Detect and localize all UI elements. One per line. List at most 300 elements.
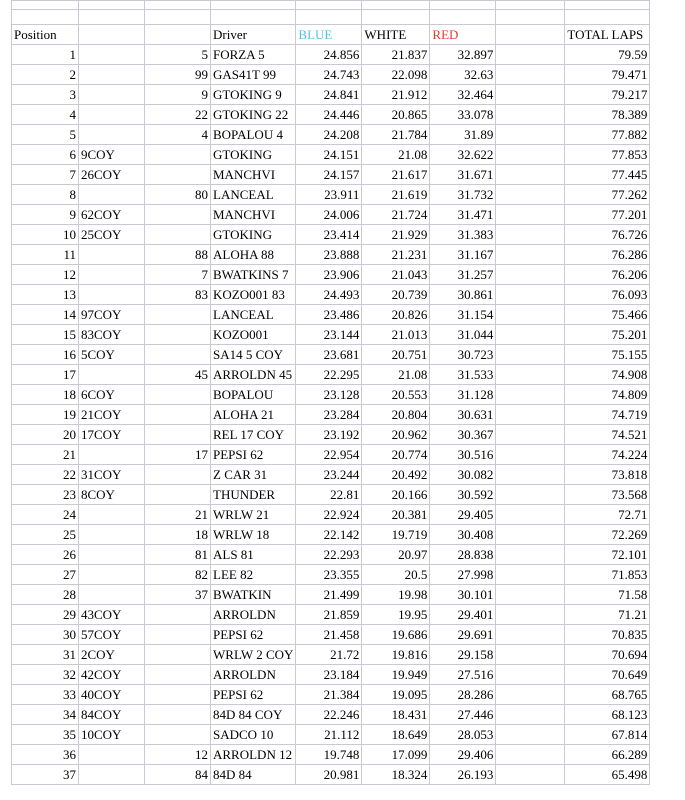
coy-number-cell[interactable]: 43COY <box>79 605 145 625</box>
kart-number-cell[interactable]: 45 <box>145 365 211 385</box>
driver-cell[interactable]: ALOHA 21 <box>211 405 296 425</box>
coy-number-cell[interactable] <box>79 65 145 85</box>
cell[interactable] <box>211 10 296 25</box>
kart-number-cell[interactable]: 5 <box>145 45 211 65</box>
position-cell[interactable]: 18 <box>12 385 79 405</box>
position-cell[interactable]: 16 <box>12 345 79 365</box>
driver-cell[interactable]: ALOHA 88 <box>211 245 296 265</box>
driver-cell[interactable]: MANCHVI <box>211 205 296 225</box>
driver-cell[interactable]: THUNDER <box>211 485 296 505</box>
kart-number-cell[interactable]: 81 <box>145 545 211 565</box>
position-cell[interactable]: 28 <box>12 585 79 605</box>
red-time-cell[interactable]: 30.367 <box>430 425 496 445</box>
kart-number-cell[interactable] <box>145 465 211 485</box>
cell[interactable] <box>211 1 296 10</box>
blue-time-cell[interactable]: 19.748 <box>296 745 362 765</box>
white-time-cell[interactable]: 20.751 <box>362 345 430 365</box>
blue-time-cell[interactable]: 23.414 <box>296 225 362 245</box>
white-time-cell[interactable]: 21.08 <box>362 365 430 385</box>
total-laps-cell[interactable]: 77.262 <box>565 185 650 205</box>
coy-number-cell[interactable] <box>79 585 145 605</box>
driver-cell[interactable]: BWATKIN <box>211 585 296 605</box>
blue-time-cell[interactable]: 21.384 <box>296 685 362 705</box>
cell[interactable] <box>79 10 145 25</box>
blue-time-cell[interactable]: 24.493 <box>296 285 362 305</box>
total-laps-cell[interactable]: 73.568 <box>565 485 650 505</box>
coy-number-cell[interactable] <box>79 245 145 265</box>
white-time-cell[interactable]: 21.929 <box>362 225 430 245</box>
white-time-cell[interactable]: 18.649 <box>362 725 430 745</box>
position-cell[interactable]: 17 <box>12 365 79 385</box>
blue-time-cell[interactable]: 24.841 <box>296 85 362 105</box>
kart-number-cell[interactable]: 88 <box>145 245 211 265</box>
position-cell[interactable]: 8 <box>12 185 79 205</box>
cell[interactable] <box>496 10 565 25</box>
total-laps-cell[interactable]: 66.289 <box>565 745 650 765</box>
blue-time-cell[interactable]: 24.157 <box>296 165 362 185</box>
cell[interactable] <box>496 205 565 225</box>
cell[interactable] <box>496 285 565 305</box>
cell[interactable] <box>496 445 565 465</box>
cell[interactable] <box>496 525 565 545</box>
red-time-cell[interactable]: 31.167 <box>430 245 496 265</box>
kart-number-cell[interactable] <box>145 385 211 405</box>
red-time-cell[interactable]: 29.691 <box>430 625 496 645</box>
driver-cell[interactable]: LANCEAL <box>211 305 296 325</box>
coy-number-cell[interactable] <box>79 525 145 545</box>
coy-number-cell[interactable]: 31COY <box>79 465 145 485</box>
kart-number-cell[interactable] <box>145 665 211 685</box>
red-time-cell[interactable]: 32.63 <box>430 65 496 85</box>
coy-number-cell[interactable] <box>79 85 145 105</box>
coy-number-cell[interactable]: 62COY <box>79 205 145 225</box>
red-time-cell[interactable]: 31.471 <box>430 205 496 225</box>
white-time-cell[interactable]: 17.099 <box>362 745 430 765</box>
blue-time-cell[interactable]: 23.888 <box>296 245 362 265</box>
position-cell[interactable]: 1 <box>12 45 79 65</box>
coy-number-cell[interactable]: 26COY <box>79 165 145 185</box>
position-cell[interactable]: 2 <box>12 65 79 85</box>
cell[interactable] <box>79 25 145 45</box>
kart-number-cell[interactable] <box>145 605 211 625</box>
total-laps-cell[interactable]: 78.389 <box>565 105 650 125</box>
blue-time-cell[interactable]: 23.184 <box>296 665 362 685</box>
white-time-cell[interactable]: 21.619 <box>362 185 430 205</box>
white-time-cell[interactable]: 20.826 <box>362 305 430 325</box>
driver-cell[interactable]: ARROLDN <box>211 605 296 625</box>
kart-number-cell[interactable]: 80 <box>145 185 211 205</box>
white-time-cell[interactable]: 20.166 <box>362 485 430 505</box>
blue-time-cell[interactable]: 22.954 <box>296 445 362 465</box>
blue-time-cell[interactable]: 23.192 <box>296 425 362 445</box>
red-time-cell[interactable]: 29.406 <box>430 745 496 765</box>
total-laps-cell[interactable]: 76.726 <box>565 225 650 245</box>
position-cell[interactable]: 32 <box>12 665 79 685</box>
position-cell[interactable]: 31 <box>12 645 79 665</box>
total-laps-cell[interactable]: 73.818 <box>565 465 650 485</box>
driver-cell[interactable]: 84D 84 <box>211 765 296 785</box>
header-total-laps[interactable]: TOTAL LAPS <box>565 25 650 45</box>
blue-time-cell[interactable]: 23.486 <box>296 305 362 325</box>
total-laps-cell[interactable]: 76.286 <box>565 245 650 265</box>
blue-time-cell[interactable]: 21.112 <box>296 725 362 745</box>
red-time-cell[interactable]: 31.533 <box>430 365 496 385</box>
kart-number-cell[interactable] <box>145 325 211 345</box>
position-cell[interactable]: 29 <box>12 605 79 625</box>
kart-number-cell[interactable] <box>145 485 211 505</box>
total-laps-cell[interactable]: 65.498 <box>565 765 650 785</box>
white-time-cell[interactable]: 21.231 <box>362 245 430 265</box>
position-cell[interactable]: 15 <box>12 325 79 345</box>
position-cell[interactable]: 22 <box>12 465 79 485</box>
coy-number-cell[interactable]: 40COY <box>79 685 145 705</box>
red-time-cell[interactable]: 28.286 <box>430 685 496 705</box>
coy-number-cell[interactable] <box>79 505 145 525</box>
total-laps-cell[interactable]: 71.21 <box>565 605 650 625</box>
red-time-cell[interactable]: 31.154 <box>430 305 496 325</box>
red-time-cell[interactable]: 27.516 <box>430 665 496 685</box>
position-cell[interactable]: 19 <box>12 405 79 425</box>
total-laps-cell[interactable]: 72.269 <box>565 525 650 545</box>
coy-number-cell[interactable] <box>79 185 145 205</box>
blue-time-cell[interactable]: 23.284 <box>296 405 362 425</box>
blue-time-cell[interactable]: 24.446 <box>296 105 362 125</box>
cell[interactable] <box>430 10 496 25</box>
coy-number-cell[interactable]: 83COY <box>79 325 145 345</box>
cell[interactable] <box>496 765 565 785</box>
blue-time-cell[interactable]: 24.151 <box>296 145 362 165</box>
position-cell[interactable]: 33 <box>12 685 79 705</box>
coy-number-cell[interactable]: 2COY <box>79 645 145 665</box>
position-cell[interactable]: 23 <box>12 485 79 505</box>
white-time-cell[interactable]: 19.095 <box>362 685 430 705</box>
cell[interactable] <box>565 1 650 10</box>
total-laps-cell[interactable]: 76.093 <box>565 285 650 305</box>
coy-number-cell[interactable]: 6COY <box>79 385 145 405</box>
position-cell[interactable]: 12 <box>12 265 79 285</box>
red-time-cell[interactable]: 30.101 <box>430 585 496 605</box>
red-time-cell[interactable]: 31.383 <box>430 225 496 245</box>
blue-time-cell[interactable]: 23.906 <box>296 265 362 285</box>
cell[interactable] <box>296 10 362 25</box>
coy-number-cell[interactable]: 17COY <box>79 425 145 445</box>
coy-number-cell[interactable]: 42COY <box>79 665 145 685</box>
red-time-cell[interactable]: 33.078 <box>430 105 496 125</box>
red-time-cell[interactable]: 30.592 <box>430 485 496 505</box>
total-laps-cell[interactable]: 71.58 <box>565 585 650 605</box>
driver-cell[interactable]: ARROLDN 12 <box>211 745 296 765</box>
cell[interactable] <box>145 10 211 25</box>
driver-cell[interactable]: FORZA 5 <box>211 45 296 65</box>
driver-cell[interactable]: GAS41T 99 <box>211 65 296 85</box>
cell[interactable] <box>496 585 565 605</box>
coy-number-cell[interactable]: 21COY <box>79 405 145 425</box>
kart-number-cell[interactable]: 4 <box>145 125 211 145</box>
white-time-cell[interactable]: 18.324 <box>362 765 430 785</box>
total-laps-cell[interactable]: 70.694 <box>565 645 650 665</box>
kart-number-cell[interactable] <box>145 725 211 745</box>
total-laps-cell[interactable]: 70.835 <box>565 625 650 645</box>
cell[interactable] <box>296 1 362 10</box>
white-time-cell[interactable]: 20.774 <box>362 445 430 465</box>
coy-number-cell[interactable]: 84COY <box>79 705 145 725</box>
cell[interactable] <box>496 645 565 665</box>
kart-number-cell[interactable] <box>145 225 211 245</box>
kart-number-cell[interactable] <box>145 685 211 705</box>
driver-cell[interactable]: GTOKING 9 <box>211 85 296 105</box>
white-time-cell[interactable]: 21.013 <box>362 325 430 345</box>
blue-time-cell[interactable]: 23.911 <box>296 185 362 205</box>
white-time-cell[interactable]: 21.837 <box>362 45 430 65</box>
blue-time-cell[interactable]: 24.208 <box>296 125 362 145</box>
blue-time-cell[interactable]: 21.499 <box>296 585 362 605</box>
position-cell[interactable]: 25 <box>12 525 79 545</box>
cell[interactable] <box>496 125 565 145</box>
cell[interactable] <box>496 745 565 765</box>
blue-time-cell[interactable]: 24.856 <box>296 45 362 65</box>
kart-number-cell[interactable]: 21 <box>145 505 211 525</box>
red-time-cell[interactable]: 29.405 <box>430 505 496 525</box>
kart-number-cell[interactable]: 22 <box>145 105 211 125</box>
total-laps-cell[interactable]: 70.649 <box>565 665 650 685</box>
white-time-cell[interactable]: 19.949 <box>362 665 430 685</box>
red-time-cell[interactable]: 30.082 <box>430 465 496 485</box>
coy-number-cell[interactable] <box>79 125 145 145</box>
driver-cell[interactable]: WRLW 2 COY <box>211 645 296 665</box>
coy-number-cell[interactable] <box>79 445 145 465</box>
red-time-cell[interactable]: 32.622 <box>430 145 496 165</box>
driver-cell[interactable]: WRLW 21 <box>211 505 296 525</box>
red-time-cell[interactable]: 28.838 <box>430 545 496 565</box>
coy-number-cell[interactable]: 97COY <box>79 305 145 325</box>
header-position[interactable]: Position <box>12 25 79 45</box>
cell[interactable] <box>145 25 211 45</box>
red-time-cell[interactable]: 29.158 <box>430 645 496 665</box>
cell[interactable] <box>496 45 565 65</box>
cell[interactable] <box>496 625 565 645</box>
header-white[interactable]: WHITE <box>362 25 430 45</box>
blue-time-cell[interactable]: 22.142 <box>296 525 362 545</box>
driver-cell[interactable]: GTOKING <box>211 225 296 245</box>
red-time-cell[interactable]: 30.631 <box>430 405 496 425</box>
total-laps-cell[interactable]: 74.719 <box>565 405 650 425</box>
driver-cell[interactable]: SA14 5 COY <box>211 345 296 365</box>
position-cell[interactable]: 9 <box>12 205 79 225</box>
white-time-cell[interactable]: 20.739 <box>362 285 430 305</box>
position-cell[interactable]: 7 <box>12 165 79 185</box>
blue-time-cell[interactable]: 24.743 <box>296 65 362 85</box>
cell[interactable] <box>496 185 565 205</box>
blue-time-cell[interactable]: 23.681 <box>296 345 362 365</box>
cell[interactable] <box>496 665 565 685</box>
driver-cell[interactable]: LANCEAL <box>211 185 296 205</box>
kart-number-cell[interactable]: 84 <box>145 765 211 785</box>
cell[interactable] <box>496 1 565 10</box>
total-laps-cell[interactable]: 77.201 <box>565 205 650 225</box>
red-time-cell[interactable]: 32.464 <box>430 85 496 105</box>
position-cell[interactable]: 6 <box>12 145 79 165</box>
driver-cell[interactable]: 84D 84 COY <box>211 705 296 725</box>
red-time-cell[interactable]: 32.897 <box>430 45 496 65</box>
driver-cell[interactable]: LEE 82 <box>211 565 296 585</box>
blue-time-cell[interactable]: 23.144 <box>296 325 362 345</box>
driver-cell[interactable]: KOZO001 <box>211 325 296 345</box>
kart-number-cell[interactable] <box>145 645 211 665</box>
white-time-cell[interactable]: 20.97 <box>362 545 430 565</box>
position-cell[interactable]: 27 <box>12 565 79 585</box>
driver-cell[interactable]: WRLW 18 <box>211 525 296 545</box>
blue-time-cell[interactable]: 23.128 <box>296 385 362 405</box>
cell[interactable] <box>362 10 430 25</box>
position-cell[interactable]: 36 <box>12 745 79 765</box>
coy-number-cell[interactable]: 10COY <box>79 725 145 745</box>
blue-time-cell[interactable]: 23.355 <box>296 565 362 585</box>
cell[interactable] <box>496 345 565 365</box>
cell[interactable] <box>496 305 565 325</box>
white-time-cell[interactable]: 21.617 <box>362 165 430 185</box>
cell[interactable] <box>496 685 565 705</box>
red-time-cell[interactable]: 30.723 <box>430 345 496 365</box>
kart-number-cell[interactable]: 17 <box>145 445 211 465</box>
driver-cell[interactable]: BOPALOU 4 <box>211 125 296 145</box>
total-laps-cell[interactable]: 74.521 <box>565 425 650 445</box>
kart-number-cell[interactable] <box>145 405 211 425</box>
kart-number-cell[interactable] <box>145 165 211 185</box>
white-time-cell[interactable]: 22.098 <box>362 65 430 85</box>
kart-number-cell[interactable]: 12 <box>145 745 211 765</box>
red-time-cell[interactable]: 31.732 <box>430 185 496 205</box>
driver-cell[interactable]: REL 17 COY <box>211 425 296 445</box>
white-time-cell[interactable]: 20.381 <box>362 505 430 525</box>
header-blue[interactable]: BLUE <box>296 25 362 45</box>
white-time-cell[interactable]: 19.816 <box>362 645 430 665</box>
white-time-cell[interactable]: 19.686 <box>362 625 430 645</box>
kart-number-cell[interactable]: 99 <box>145 65 211 85</box>
cell[interactable] <box>496 365 565 385</box>
kart-number-cell[interactable]: 9 <box>145 85 211 105</box>
position-cell[interactable]: 24 <box>12 505 79 525</box>
white-time-cell[interactable]: 21.08 <box>362 145 430 165</box>
coy-number-cell[interactable] <box>79 745 145 765</box>
cell[interactable] <box>430 1 496 10</box>
red-time-cell[interactable]: 30.408 <box>430 525 496 545</box>
white-time-cell[interactable]: 18.431 <box>362 705 430 725</box>
kart-number-cell[interactable] <box>145 145 211 165</box>
red-time-cell[interactable]: 31.044 <box>430 325 496 345</box>
red-time-cell[interactable]: 27.446 <box>430 705 496 725</box>
coy-number-cell[interactable] <box>79 565 145 585</box>
total-laps-cell[interactable]: 74.809 <box>565 385 650 405</box>
white-time-cell[interactable]: 20.5 <box>362 565 430 585</box>
cell[interactable] <box>79 1 145 10</box>
kart-number-cell[interactable]: 37 <box>145 585 211 605</box>
position-cell[interactable]: 26 <box>12 545 79 565</box>
cell[interactable] <box>496 105 565 125</box>
position-cell[interactable]: 5 <box>12 125 79 145</box>
cell[interactable] <box>496 145 565 165</box>
position-cell[interactable]: 13 <box>12 285 79 305</box>
driver-cell[interactable]: BOPALOU <box>211 385 296 405</box>
coy-number-cell[interactable] <box>79 105 145 125</box>
cell[interactable] <box>496 245 565 265</box>
position-cell[interactable]: 14 <box>12 305 79 325</box>
position-cell[interactable]: 37 <box>12 765 79 785</box>
total-laps-cell[interactable]: 71.853 <box>565 565 650 585</box>
white-time-cell[interactable]: 20.804 <box>362 405 430 425</box>
red-time-cell[interactable]: 31.128 <box>430 385 496 405</box>
position-cell[interactable]: 20 <box>12 425 79 445</box>
total-laps-cell[interactable]: 77.882 <box>565 125 650 145</box>
position-cell[interactable]: 35 <box>12 725 79 745</box>
cell[interactable] <box>496 65 565 85</box>
kart-number-cell[interactable]: 83 <box>145 285 211 305</box>
coy-number-cell[interactable]: 9COY <box>79 145 145 165</box>
driver-cell[interactable]: PEPSI 62 <box>211 445 296 465</box>
white-time-cell[interactable]: 19.719 <box>362 525 430 545</box>
position-cell[interactable]: 21 <box>12 445 79 465</box>
cell[interactable] <box>496 545 565 565</box>
total-laps-cell[interactable]: 79.471 <box>565 65 650 85</box>
cell[interactable] <box>496 385 565 405</box>
position-cell[interactable]: 11 <box>12 245 79 265</box>
cell[interactable] <box>496 225 565 245</box>
white-time-cell[interactable]: 20.865 <box>362 105 430 125</box>
total-laps-cell[interactable]: 77.445 <box>565 165 650 185</box>
red-time-cell[interactable]: 31.89 <box>430 125 496 145</box>
position-cell[interactable]: 30 <box>12 625 79 645</box>
total-laps-cell[interactable]: 74.224 <box>565 445 650 465</box>
total-laps-cell[interactable]: 67.814 <box>565 725 650 745</box>
white-time-cell[interactable]: 21.784 <box>362 125 430 145</box>
kart-number-cell[interactable] <box>145 425 211 445</box>
total-laps-cell[interactable]: 74.908 <box>565 365 650 385</box>
total-laps-cell[interactable]: 75.466 <box>565 305 650 325</box>
white-time-cell[interactable]: 19.95 <box>362 605 430 625</box>
coy-number-cell[interactable] <box>79 265 145 285</box>
driver-cell[interactable]: ARROLDN 45 <box>211 365 296 385</box>
kart-number-cell[interactable]: 18 <box>145 525 211 545</box>
blue-time-cell[interactable]: 22.293 <box>296 545 362 565</box>
cell[interactable] <box>496 605 565 625</box>
driver-cell[interactable]: ARROLDN <box>211 665 296 685</box>
cell[interactable] <box>496 165 565 185</box>
blue-time-cell[interactable]: 21.72 <box>296 645 362 665</box>
driver-cell[interactable]: ALS 81 <box>211 545 296 565</box>
cell[interactable] <box>145 1 211 10</box>
total-laps-cell[interactable]: 75.201 <box>565 325 650 345</box>
total-laps-cell[interactable]: 77.853 <box>565 145 650 165</box>
kart-number-cell[interactable] <box>145 305 211 325</box>
total-laps-cell[interactable]: 68.765 <box>565 685 650 705</box>
total-laps-cell[interactable]: 72.101 <box>565 545 650 565</box>
red-time-cell[interactable]: 30.861 <box>430 285 496 305</box>
cell[interactable] <box>565 10 650 25</box>
cell[interactable] <box>496 25 565 45</box>
total-laps-cell[interactable]: 79.59 <box>565 45 650 65</box>
cell[interactable] <box>496 85 565 105</box>
coy-number-cell[interactable] <box>79 365 145 385</box>
kart-number-cell[interactable] <box>145 705 211 725</box>
driver-cell[interactable]: GTOKING <box>211 145 296 165</box>
kart-number-cell[interactable] <box>145 625 211 645</box>
position-cell[interactable]: 3 <box>12 85 79 105</box>
position-cell[interactable]: 10 <box>12 225 79 245</box>
driver-cell[interactable]: SADCO 10 <box>211 725 296 745</box>
driver-cell[interactable]: PEPSI 62 <box>211 625 296 645</box>
cell[interactable] <box>496 705 565 725</box>
kart-number-cell[interactable]: 82 <box>145 565 211 585</box>
white-time-cell[interactable]: 20.553 <box>362 385 430 405</box>
